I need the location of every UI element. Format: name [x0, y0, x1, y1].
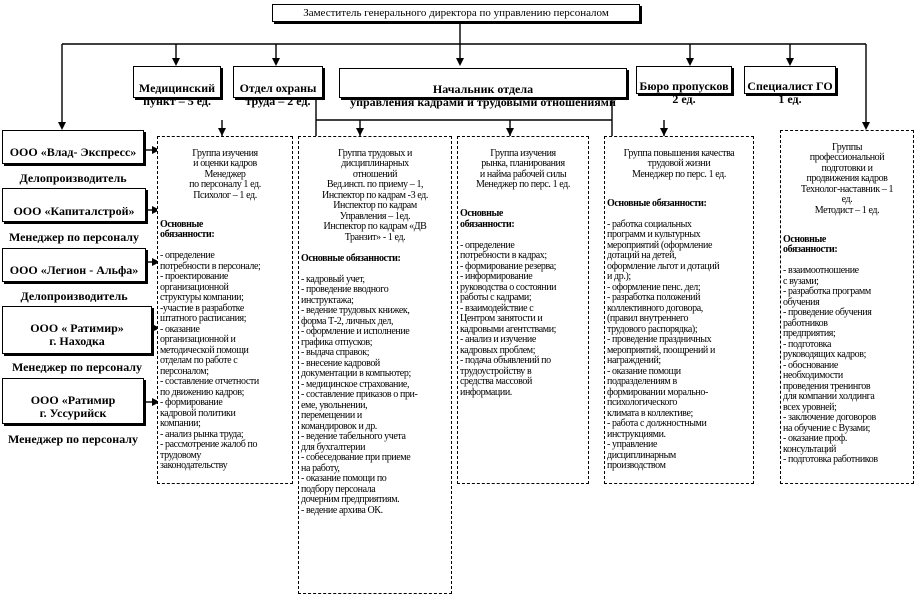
company-name: ООО «Влад- Экспресс»: [9, 145, 137, 159]
medical-unit-label: Медицинский пункт – 5 ед.: [138, 81, 216, 108]
medical-unit-box: [133, 66, 221, 108]
group-duties-heading: Основные обязанности:: [160, 218, 215, 240]
company-name: ООО «Легион - Альфа»: [9, 263, 139, 277]
hr-head-label: Начальник отдела управления кадрами и трудовыми отношениями: [350, 82, 616, 109]
company-role: Делопроизводитель: [19, 171, 127, 185]
group-box: [604, 136, 754, 484]
group-title: Группа изучения рынка, планирования и найма рабочей силы Менеджер по перс. 1 ед.: [476, 147, 570, 190]
deputy-director-label: Заместитель генерального директора по управлению персоналом: [303, 7, 609, 19]
group-duties: - взаимоотношение с вузами; - разработка программ обучения - проведение обучения работников предприятия; - подготовка руководящих кадров; - обоснование необходимости проведения тренингов для компании холдинга всех уровней; - заключение договоров на обучение с Вузами; - оказание проф. консультаций - подготовка работников: [783, 265, 878, 465]
company-box: [2, 188, 146, 244]
group-duties: - кадровый учет, - проведение вводного инструктажа; - ведение трудовых книжек, форма Т-2, личных дел, - оформление и исполнение графика отпусков; - выдача справок; - внесение кадровой документации в компьютер; - медицинское страхование, - составление приказов о при- еме, увольнении, перемещении и командировок и др. - ведение табельного учета для бухгалтерии - собеседование при приеме на работу, - оказание помощи по подбору персонала дочерним предприятиям. - ведение архива ОК.: [301, 273, 418, 516]
group-title: Группа трудовых и дисциплинарных отношений Вед.инсп. по приему – 1, Инспектор по кадрам -3 ед. Инспектор по кадрам Управления – 1ед. Инспектор по кадрам «ДВ Транзит» - 1 ед.: [322, 147, 428, 243]
pass-bureau-box: [636, 66, 732, 106]
group-duties: - работка социальных программ и культурных мероприятий (оформление дотаций на детей, оформление льгот и дотаций и др.); - оформление пенс. дел; - разработка положений коллективного договора, (правил внутреннего трудового распорядка); - проведение праздничных мероприятий, поощрений и награждений; - оказание помощи подразделениям в формировании морально- психологического климата в коллективе; - работа с должностными инструкциями. - управление дисциплинарным производством: [607, 218, 720, 471]
group-duties-heading: Основные обязанности:: [607, 197, 707, 209]
company-role: Менеджер по персоналу: [7, 432, 139, 446]
group-box: [298, 136, 452, 594]
company-role: Менеджер по персоналу: [11, 360, 143, 374]
company-name: ООО « Ратимир» г. Находка: [30, 321, 124, 348]
civil-defense-box: [744, 66, 836, 106]
company-name: ООО «Ратимир г. Уссурийск: [30, 393, 116, 420]
group-duties: - определение потребности в кадрах; - формирование резерва; - информирование руководства о состоянии работы с кадрами; - взаимодействие с Центром занятости и кадровыми агентствами; - анализ и изучение кадровых проблем; - подача объявлений по трудоустройству в средства массовой информации.: [460, 239, 557, 398]
group-title: Группа повышения качества трудовой жизни Менеджер по перс. 1 ед.: [623, 147, 735, 180]
deputy-director-box: [272, 4, 640, 22]
group-title: Группа изучения и оценки кадров Менеджер по персоналу 1 ед. Психолог – 1 ед.: [189, 147, 261, 201]
group-duties: - определение потребности в персонале; - проектирование организационной структуры компании; -участие в разработке штатного расписания; - оказание организационной и методической помощи отделам по работе с персоналом; - составление отчетности по движению кадров; - формирование кадровой политики компании; - анализ рынка труда; - рассмотрение жалоб по трудовому законодательству: [160, 250, 261, 471]
company-box: [2, 306, 152, 374]
group-box: [157, 136, 293, 484]
group-title: Группы профессиональной подготовки и продвижения кадров Технолог-наставник – 1 ед. Методист – 1 ед.: [800, 141, 894, 216]
company-box: [2, 130, 144, 185]
labor-safety-label: Отдел охраны труда – 2 ед.: [239, 81, 317, 108]
company-name: ООО «Капиталстрой»: [13, 204, 135, 218]
civil-defense-label: Специалист ГО 1 ед.: [747, 79, 833, 106]
group-box: [457, 136, 589, 484]
company-role: Менеджер по персоналу: [8, 230, 140, 244]
pass-bureau-label: Бюро пропусков 2 ед.: [639, 79, 729, 106]
labor-safety-box: [233, 66, 323, 108]
company-box: [2, 248, 146, 303]
group-duties-heading: Основные обязанности:: [783, 233, 838, 255]
group-duties-heading: Основные обязанности:: [301, 252, 401, 264]
company-box: [2, 378, 144, 446]
company-role: Делопроизводитель: [20, 289, 128, 303]
group-duties-heading: Основные обязанности:: [460, 208, 515, 230]
hr-head-box: [339, 68, 627, 109]
group-box: [780, 130, 914, 484]
